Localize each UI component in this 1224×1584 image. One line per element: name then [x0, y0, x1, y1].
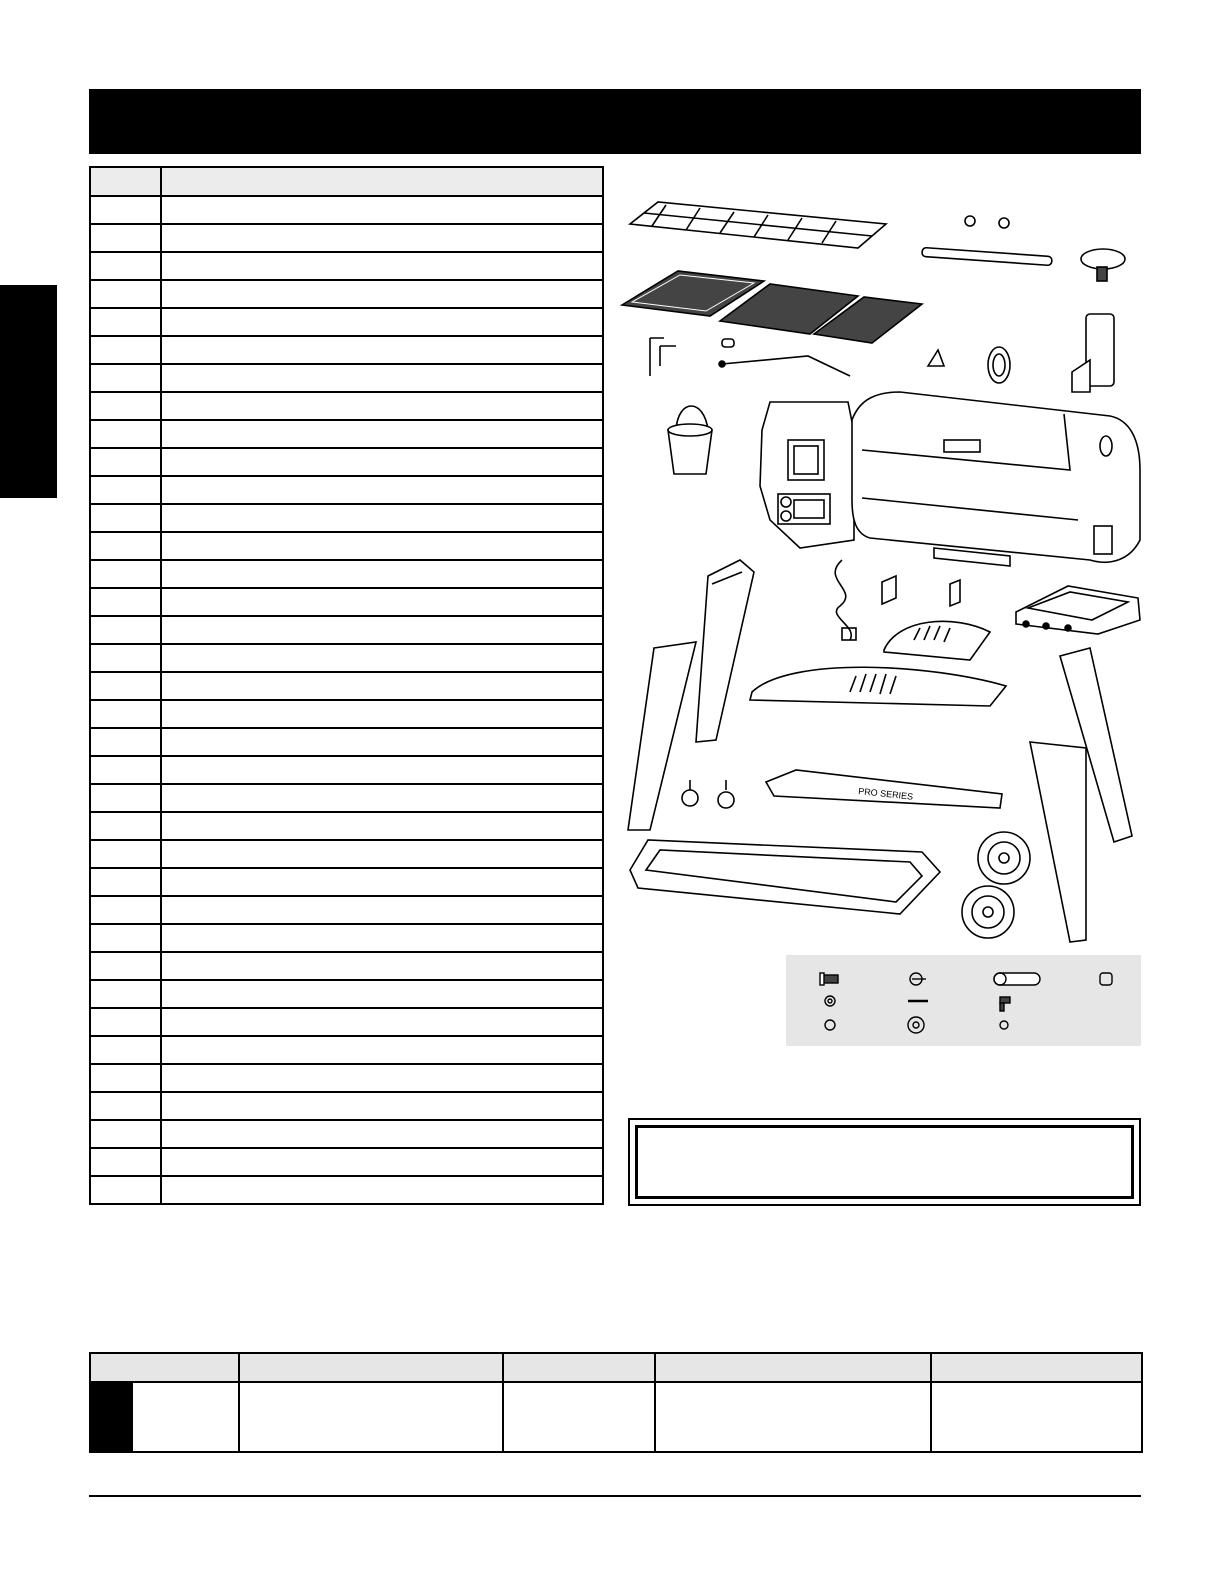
part-number-cell: [90, 672, 161, 700]
part-number-cell: [90, 560, 161, 588]
part-number-cell: [90, 1176, 161, 1204]
table-row: [90, 924, 603, 952]
part-number-cell: [90, 1064, 161, 1092]
spacer-icon: [1100, 973, 1112, 985]
table-row: [90, 448, 603, 476]
nut-icon: [965, 216, 975, 226]
table-row: [90, 1036, 603, 1064]
hex-key-icon: [650, 338, 676, 376]
info-table-cell-5: [931, 1382, 1142, 1452]
table-row: [90, 1064, 603, 1092]
part-number-cell: [90, 476, 161, 504]
table-row: [90, 280, 603, 308]
info-table: [89, 1352, 1143, 1453]
part-number-cell: [90, 196, 161, 224]
part-description-cell: [161, 840, 603, 868]
nut-icon: [1000, 1021, 1008, 1029]
table-row: [90, 1176, 603, 1204]
table-row: [90, 252, 603, 280]
footer-rule: [89, 1495, 1141, 1497]
spacer-icon: [722, 339, 734, 347]
table-row: [90, 560, 603, 588]
parts-list-table: [89, 166, 604, 1205]
washer-icon: [825, 996, 835, 1006]
table-row: [90, 308, 603, 336]
side-shelf-icon: [1016, 586, 1140, 634]
note-box: [628, 1118, 1141, 1206]
part-number-cell: [90, 1008, 161, 1036]
wheel-icon: [978, 832, 1030, 884]
part-description-cell: [161, 420, 603, 448]
part-description-cell: [161, 728, 603, 756]
exploded-parts-diagram: [614, 186, 1154, 966]
bracket-icon: [928, 350, 944, 366]
table-row: [90, 728, 603, 756]
part-number-cell: [90, 308, 161, 336]
table-row: [90, 700, 603, 728]
table-row: [90, 224, 603, 252]
part-number-cell: [90, 1148, 161, 1176]
part-number-cell: [90, 784, 161, 812]
table-row: [90, 588, 603, 616]
part-description-cell: [161, 224, 603, 252]
table-row: [90, 196, 603, 224]
part-number-cell: [90, 448, 161, 476]
pin-icon: [994, 973, 1040, 985]
part-description-cell: [161, 1148, 603, 1176]
info-table-header-5: [931, 1353, 1142, 1382]
table-row: [90, 896, 603, 924]
part-number-cell: [90, 1120, 161, 1148]
heat-baffle-large-icon: [750, 667, 1006, 706]
part-number-cell: [90, 616, 161, 644]
table-row: [90, 840, 603, 868]
screw-icon: [910, 973, 926, 985]
part-description-cell: [161, 280, 603, 308]
part-description-cell: [161, 952, 603, 980]
table-row: [90, 1148, 603, 1176]
part-description-cell: [161, 812, 603, 840]
gasket-icon: [988, 347, 1010, 383]
info-table-header-1: [90, 1353, 239, 1382]
info-table-cell-3: [503, 1382, 655, 1452]
table-row: [90, 756, 603, 784]
part-description-cell: [161, 1092, 603, 1120]
table-row: [90, 532, 603, 560]
part-description-cell: [161, 336, 603, 364]
info-table-cell-1: [90, 1382, 239, 1452]
page-title-bar: [89, 89, 1141, 154]
nameplate-text: PRO SERIES: [857, 786, 914, 802]
table-row: [90, 364, 603, 392]
front-nameplate-icon: [766, 770, 1002, 808]
bucket-icon: [668, 406, 712, 474]
table-row: [90, 812, 603, 840]
table-row: [90, 504, 603, 532]
part-number-cell: [90, 700, 161, 728]
warming-rack-icon: [630, 202, 886, 248]
table-row: [90, 1008, 603, 1036]
caster-icon: [682, 780, 734, 808]
part-description-cell: [161, 252, 603, 280]
info-table-header-3: [503, 1353, 655, 1382]
table-row: [90, 868, 603, 896]
part-description-cell: [161, 1120, 603, 1148]
part-description-cell: [161, 672, 603, 700]
part-number-cell: [90, 728, 161, 756]
table-row: [90, 1092, 603, 1120]
part-number-cell: [90, 504, 161, 532]
parts-table-header-row: [90, 167, 603, 196]
part-number-cell: [90, 532, 161, 560]
part-description-cell: [161, 392, 603, 420]
part-description-cell: [161, 448, 603, 476]
part-number-cell: [90, 812, 161, 840]
part-description-cell: [161, 196, 603, 224]
table-row: [90, 1120, 603, 1148]
part-description-cell: [161, 980, 603, 1008]
part-description-cell: [161, 1064, 603, 1092]
part-number-cell: [90, 868, 161, 896]
table-row: [90, 952, 603, 980]
part-description-cell: [161, 644, 603, 672]
part-number-cell: [90, 896, 161, 924]
part-number-cell: [90, 756, 161, 784]
part-description-cell: [161, 784, 603, 812]
part-number-cell: [90, 252, 161, 280]
chimney-icon: [1072, 314, 1114, 392]
part-description-cell: [161, 1036, 603, 1064]
part-description-cell: [161, 1008, 603, 1036]
part-number-cell: [90, 1092, 161, 1120]
table-row: [90, 420, 603, 448]
black-marker: [91, 1383, 133, 1451]
hardware-panel: [786, 955, 1141, 1046]
part-description-cell: [161, 308, 603, 336]
part-number-cell: [90, 224, 161, 252]
axle-rod-icon: [922, 247, 1052, 265]
part-number-cell: [90, 336, 161, 364]
table-row: [90, 336, 603, 364]
part-number-cell: [90, 924, 161, 952]
bolt-icon: [820, 973, 838, 985]
part-number-cell: [90, 588, 161, 616]
side-section-tab: [0, 285, 57, 498]
info-table-row: [90, 1382, 1142, 1452]
part-description-cell: [161, 364, 603, 392]
hinge-bracket-icon: [950, 580, 960, 606]
info-table-cell-2: [239, 1382, 503, 1452]
part-description-cell: [161, 868, 603, 896]
table-row: [90, 392, 603, 420]
part-description-cell: [161, 756, 603, 784]
part-number-cell: [90, 420, 161, 448]
hinge-bracket-icon: [882, 576, 896, 604]
parts-table-header-number: [90, 167, 161, 196]
table-row: [90, 476, 603, 504]
part-description-cell: [161, 1176, 603, 1204]
table-row: [90, 644, 603, 672]
leg-front-left-icon: [696, 560, 754, 742]
part-number-cell: [90, 980, 161, 1008]
table-row: [90, 672, 603, 700]
table-row: [90, 784, 603, 812]
table-row: [90, 980, 603, 1008]
part-number-cell: [90, 952, 161, 980]
table-row: [90, 616, 603, 644]
leg-rear-right-icon: [1030, 742, 1086, 942]
info-table-header-row: [90, 1353, 1142, 1382]
parts-table-header-description: [161, 167, 603, 196]
part-description-cell: [161, 896, 603, 924]
grill-body-icon: [760, 392, 1140, 566]
nut-icon: [999, 218, 1009, 228]
wheel-icon: [962, 886, 1014, 938]
ignitor-rod-icon: [719, 356, 850, 376]
info-table-cell-4: [655, 1382, 931, 1452]
part-description-cell: [161, 560, 603, 588]
part-number-cell: [90, 1036, 161, 1064]
knob-icon: [1081, 249, 1125, 281]
part-number-cell: [90, 280, 161, 308]
part-description-cell: [161, 924, 603, 952]
part-description-cell: [161, 532, 603, 560]
part-description-cell: [161, 504, 603, 532]
part-description-cell: [161, 476, 603, 504]
heat-baffle-small-icon: [884, 621, 990, 660]
part-number-cell: [90, 644, 161, 672]
bottom-shelf-icon: [630, 840, 940, 914]
lock-washer-icon: [825, 1020, 835, 1030]
flat-washer-icon: [908, 1017, 924, 1033]
part-number-cell: [90, 364, 161, 392]
info-table-header-4: [655, 1353, 931, 1382]
short-bolt-icon: [1000, 997, 1010, 1011]
part-description-cell: [161, 700, 603, 728]
part-description-cell: [161, 616, 603, 644]
part-number-cell: [90, 840, 161, 868]
info-table-header-2: [239, 1353, 503, 1382]
part-number-cell: [90, 392, 161, 420]
part-description-cell: [161, 588, 603, 616]
